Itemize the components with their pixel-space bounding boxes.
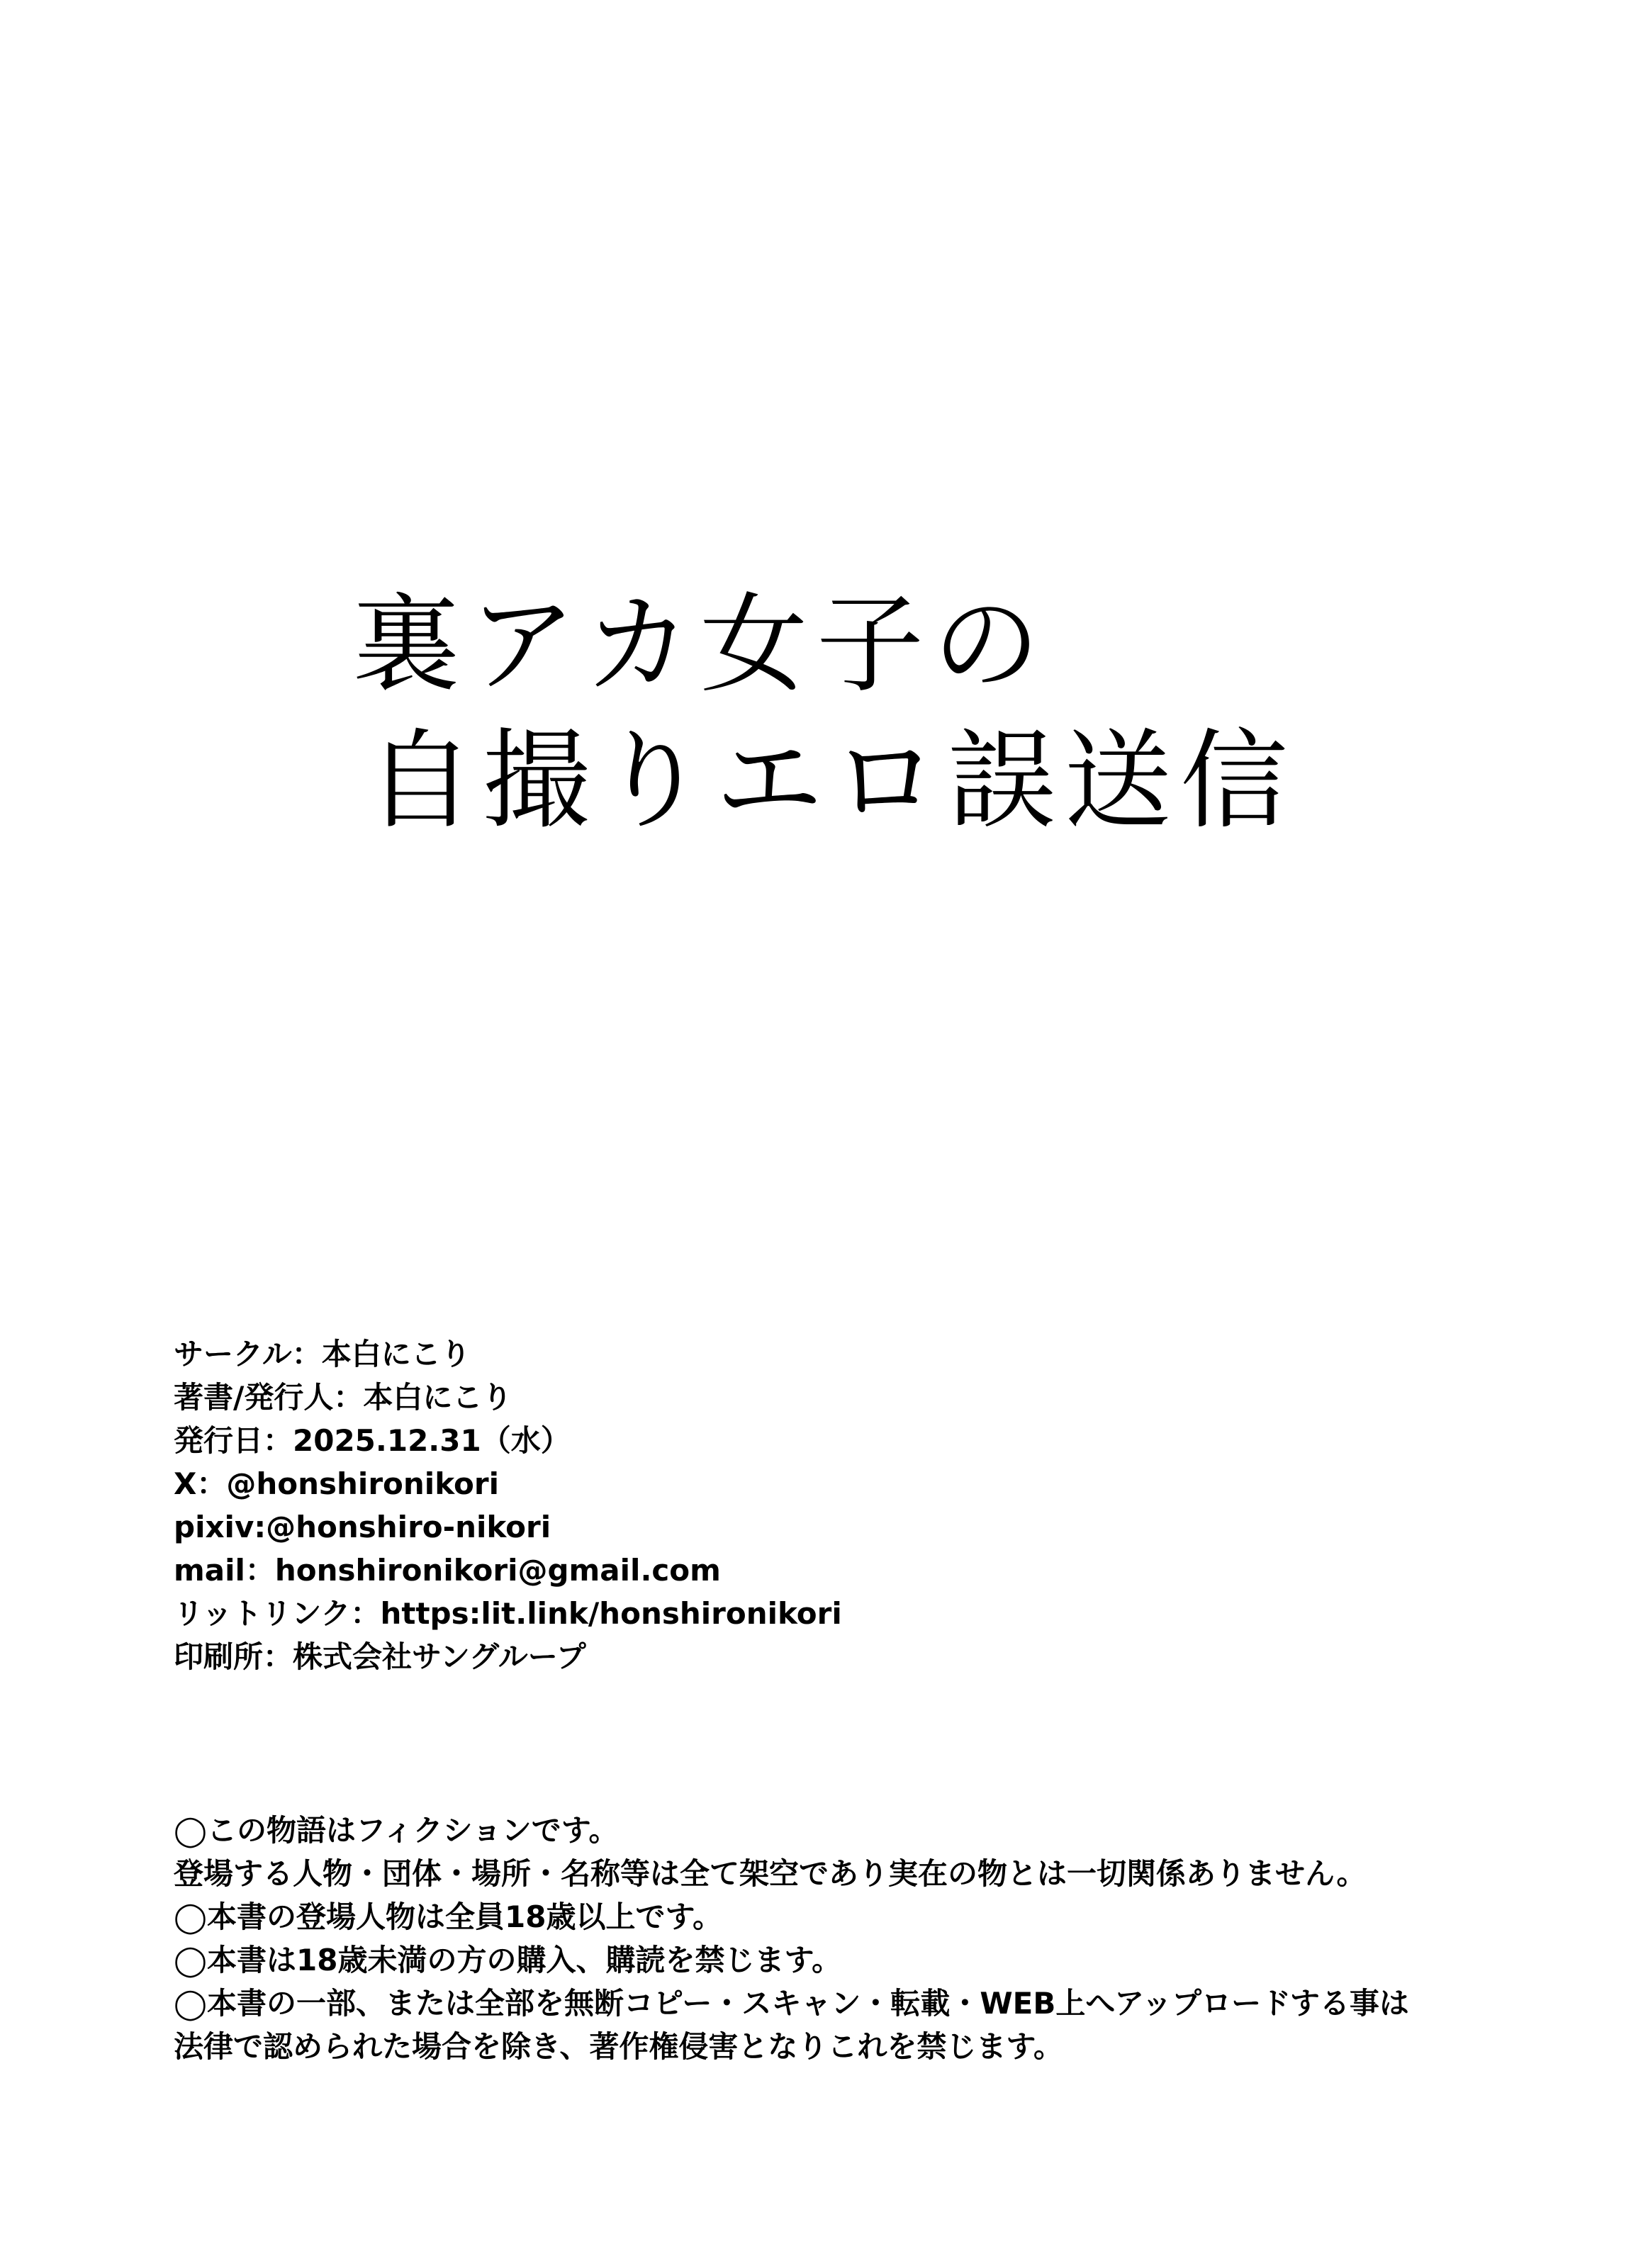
book-title [352,581,1345,845]
notice-age-restriction: ◯本書は18歳未満の方の購入、購読を禁じます。 [174,1943,842,1977]
colophon-x-account: X：@honshironikori [174,1466,499,1501]
title-line-2: 自撮りエロ誤送信 [366,718,1296,843]
colophon-circle: サークル：本白にこり [174,1337,471,1371]
colophon [174,1332,1520,1678]
colophon-litlink: リットリンク：https:lit.link/honshironikori [174,1596,842,1631]
colophon-author: 著書/発行人：本白にこり [174,1380,512,1415]
colophon-mail: mail：honshironikori@gmail.com [174,1553,721,1588]
notice-copyright: ◯本書の一部、または全部を無断コピー・スキャン・転載・WEB上へアップロードする事は [174,1986,1409,2021]
notice-copyright-detail: 法律で認められた場合を除き、著作権侵害となりこれを禁じます。 [174,2029,1063,2064]
colophon-printer: 印刷所：株式会社サングループ [174,1639,586,1674]
colophon-date: 発行日：2025.12.31（水） [174,1423,571,1458]
notice-age-characters: ◯本書の登場人物は全員18歳以上です。 [174,1899,723,1934]
notice-fiction: ◯この物語はフィクションです。 [174,1813,619,1848]
title-line-1: 裏アカ女子の [352,582,1049,707]
notice-fiction-detail: 登場する人物・団体・場所・名称等は全て架空であり実在の物とは一切関係ありません。 [174,1856,1367,1891]
legal-notice [174,1809,1556,2068]
colophon-pixiv: pixiv:@honshiro-nikori [174,1510,551,1544]
